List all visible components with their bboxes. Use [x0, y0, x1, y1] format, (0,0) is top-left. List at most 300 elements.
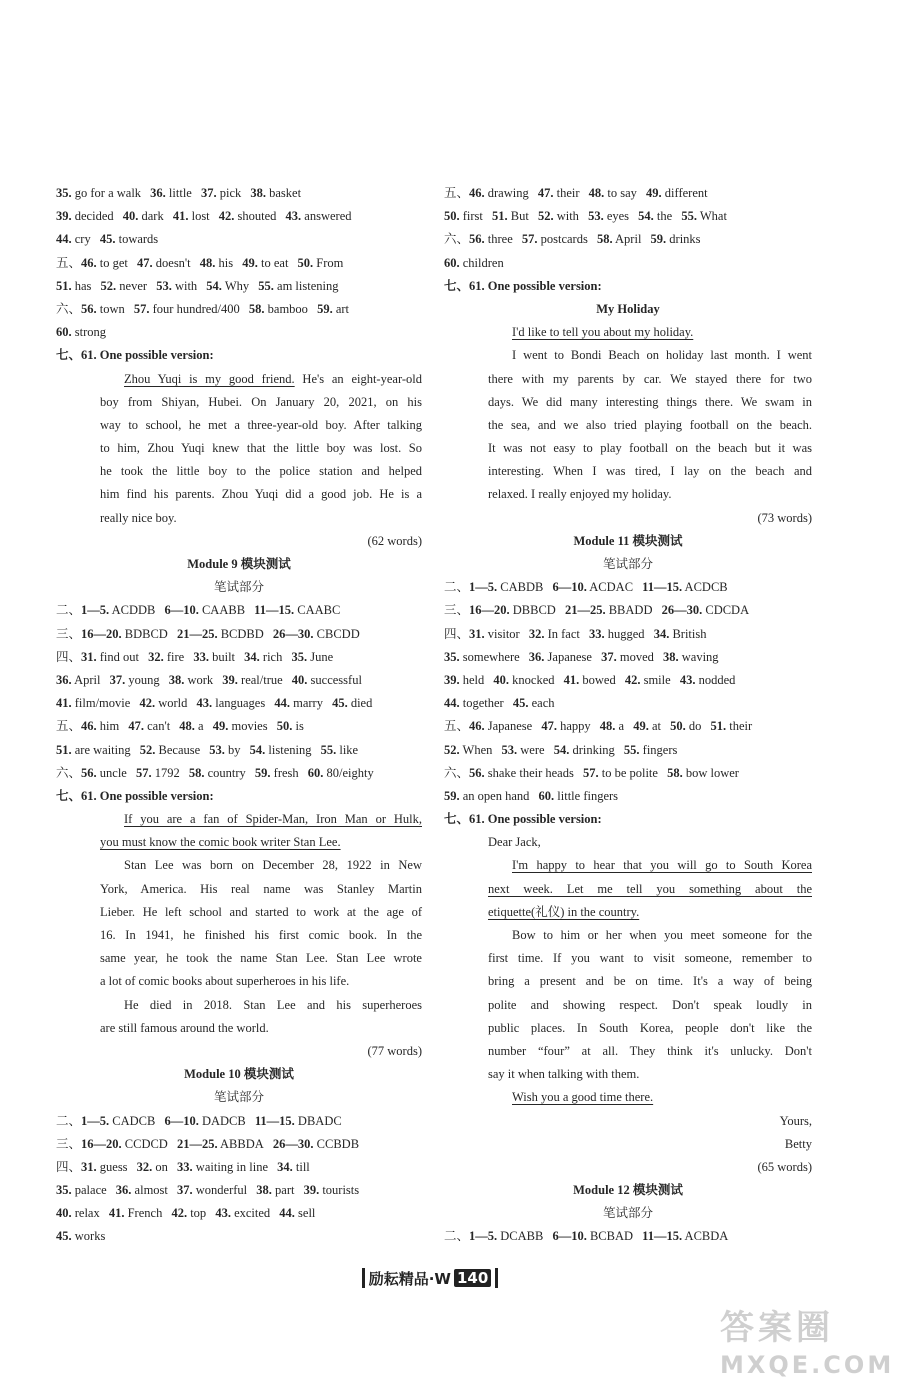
answer-text: tourists: [322, 1183, 360, 1198]
answer-item: [522, 228, 588, 251]
essay-text: York, America. His real name was Stanley Martin: [100, 881, 422, 896]
answer-item: [81, 1156, 128, 1179]
question-number: 52.: [537, 209, 554, 224]
question-number: 38.: [256, 1183, 272, 1198]
section-title: Module 12 模块测试: [573, 1183, 683, 1198]
answer-item: [681, 205, 727, 228]
question-number: 16—20.: [81, 626, 122, 641]
answer-text: by: [228, 742, 241, 757]
answer-text: BBADD: [608, 603, 653, 618]
answer-text: little: [168, 186, 192, 200]
answer-item: [213, 715, 268, 738]
underlined-text: you must know the comic book writer Stan Lee.: [100, 835, 341, 850]
answer-item: [564, 669, 616, 692]
answer-text: at: [651, 719, 661, 734]
answer-item: [56, 205, 114, 228]
answer-line: [56, 228, 422, 251]
answer-item: [662, 599, 750, 622]
answer-text: 1792: [154, 765, 180, 780]
question-number: 41.: [56, 696, 72, 711]
answer-item: [332, 692, 372, 715]
answer-item: [81, 298, 125, 321]
section-marker: 二、: [444, 580, 470, 595]
question-number: 11—15.: [642, 580, 683, 595]
answer-text: rich: [262, 649, 283, 664]
answer-item: [156, 275, 197, 298]
answer-text: languages: [215, 696, 266, 711]
answer-text: eyes: [606, 209, 630, 224]
essay-line: [56, 391, 422, 414]
answer-text: knocked: [512, 672, 555, 687]
answer-item: [502, 739, 545, 762]
answer-text: smile: [643, 672, 671, 687]
question-number: 43.: [285, 209, 302, 224]
answer-line: [56, 646, 422, 669]
answer-item: [81, 1110, 155, 1133]
answer-text: are waiting: [74, 742, 131, 757]
question-number: 47.: [537, 186, 554, 200]
answer-item: [529, 623, 580, 646]
answer-item: [109, 1202, 162, 1225]
section-marker: 三、: [444, 603, 470, 618]
essay-text: He died in 2018. Stan Lee and his superheroes: [124, 997, 422, 1012]
answer-item: [469, 599, 556, 622]
answer-item: [209, 739, 240, 762]
answer-item: [444, 669, 484, 692]
question-number: 45.: [99, 232, 116, 247]
essay-line: [56, 507, 422, 530]
essay-text: he took the little boy to the police station and helped: [100, 464, 422, 479]
answer-item: [538, 205, 579, 228]
answer-text: successful: [310, 672, 362, 687]
question-number: 51.: [492, 209, 508, 224]
essay-line: [444, 924, 812, 947]
section-marker: 四、: [56, 649, 82, 664]
answer-text: happy: [560, 719, 591, 734]
question-number: 49.: [646, 186, 662, 200]
footer-brand: 励耘精品·W: [368, 1269, 451, 1288]
essay-line: [444, 414, 812, 437]
answer-item: [177, 1156, 268, 1179]
answer-item: [633, 715, 661, 738]
essay-text: really nice boy.: [100, 510, 177, 525]
question-number: 37.: [601, 649, 617, 664]
essay-line: [444, 391, 812, 414]
question-number: 33.: [193, 649, 209, 664]
answer-text: decided: [74, 209, 114, 224]
answer-line: [56, 669, 422, 692]
answer-text: can't: [147, 719, 171, 734]
answer-item: [597, 228, 641, 251]
essay-line: [56, 994, 422, 1017]
essay-text: Bow to him or her when you meet someone for the: [512, 928, 812, 942]
question-number: 1—5.: [469, 1229, 498, 1244]
question-number: 55.: [258, 278, 274, 293]
answer-text: waving: [681, 649, 719, 664]
answer-item: [663, 646, 719, 669]
answer-item: [710, 715, 752, 738]
question-number: 34.: [244, 649, 260, 664]
answer-line: [444, 182, 812, 205]
question-number: 6—10.: [164, 603, 199, 618]
answer-text: basket: [269, 186, 302, 200]
question-number: 39.: [222, 672, 238, 687]
answer-text: CAABB: [201, 603, 246, 618]
question-number: 46.: [81, 719, 97, 734]
answer-item: [469, 623, 520, 646]
answer-text: works: [74, 1229, 106, 1244]
question-number: 26—30.: [661, 603, 703, 618]
question-number: 36.: [115, 1183, 132, 1198]
answer-item: [249, 298, 308, 321]
question-number: 41.: [172, 209, 189, 224]
answer-item: [56, 739, 131, 762]
question-number: 40.: [291, 672, 308, 687]
answer-text: postcards: [540, 232, 588, 247]
question-number: 44.: [444, 696, 460, 711]
answer-text: Japanese: [547, 649, 592, 664]
section-title: Module 11 模块测试: [573, 533, 683, 548]
question-number: 32.: [528, 626, 545, 641]
question-number: 56.: [469, 765, 485, 780]
answer-text: cry: [74, 232, 91, 247]
underlined-text: Zhou Yuqi is my good friend.: [124, 371, 295, 386]
answer-item: [624, 739, 677, 762]
answer-item: [110, 669, 160, 692]
right-aligned-text: Betty: [784, 1136, 812, 1151]
answer-item: [219, 205, 277, 228]
answer-item: [589, 623, 645, 646]
essay-line: [444, 321, 812, 344]
answer-item: [469, 715, 532, 738]
answer-line: [444, 205, 812, 228]
question-number: 43.: [215, 1206, 231, 1221]
answer-item: [137, 252, 191, 275]
essay-text: bring a present and be on time. It's a way of being: [488, 974, 812, 989]
essay-text: He's an eight-year-old: [294, 371, 422, 386]
answer-text: DADCB: [201, 1113, 246, 1128]
answer-item: [529, 646, 592, 669]
answer-text: CBCDD: [316, 626, 360, 641]
right-aligned-text: Yours,: [779, 1113, 812, 1128]
answer-item: [150, 182, 192, 205]
answer-text: were: [520, 742, 545, 757]
answer-item: [444, 205, 483, 228]
answer-line: [56, 1133, 422, 1156]
question-number: 34.: [653, 626, 670, 641]
answer-text: BCBAD: [589, 1229, 634, 1244]
answer-item: [56, 1179, 107, 1202]
question-number: 49.: [633, 719, 649, 734]
answer-text: bow lower: [685, 765, 739, 780]
answer-item: [177, 1179, 247, 1202]
question-number: 55.: [623, 742, 640, 757]
essay-line: [444, 460, 812, 483]
right-aligned-text: (77 words): [367, 1043, 422, 1058]
answer-item: [169, 669, 213, 692]
answer-text: died: [350, 696, 373, 711]
section-marker: 三、: [56, 626, 82, 641]
answer-item: [116, 1179, 168, 1202]
answer-text: ACBDA: [684, 1229, 729, 1244]
answer-item: [136, 762, 180, 785]
essay-text: boy from Shiyan, Hubei. On January 20, 2021, on his: [100, 394, 422, 409]
question-number: 52.: [139, 742, 156, 757]
question-number: 45.: [512, 696, 529, 711]
question-number: 37.: [200, 186, 217, 200]
answer-text: Why: [224, 278, 250, 293]
answer-item: [56, 692, 130, 715]
essay-text: It was not easy to play football on the beach but it was: [488, 441, 812, 456]
answer-text: Because: [158, 742, 201, 757]
question-number: 33.: [589, 626, 605, 641]
answer-item: [123, 205, 164, 228]
answer-text: fire: [166, 649, 185, 664]
essay-text: say it when talking with them.: [488, 1067, 640, 1082]
section-marker: 四、: [56, 1159, 82, 1174]
answer-item: [100, 228, 158, 251]
footer-bar-left: [362, 1268, 365, 1288]
section-marker: 二、: [56, 1113, 82, 1128]
question-number: 45.: [332, 696, 348, 711]
answer-text: ACDDB: [111, 603, 156, 618]
essay-text: days. We did many interesting things there. We swam in: [488, 394, 812, 409]
answer-item: [56, 275, 91, 298]
answer-item: [81, 252, 128, 275]
answer-text: film/movie: [74, 696, 131, 711]
question-number: 53.: [209, 742, 225, 757]
answer-text: listening: [268, 742, 312, 757]
essay-line: [444, 970, 812, 993]
answer-text: ABBDA: [220, 1136, 264, 1151]
section-subtitle: 笔试部分: [213, 1090, 264, 1105]
answer-line: [444, 599, 812, 622]
answer-item: [469, 182, 529, 205]
question-number: 59.: [444, 788, 460, 803]
question-number: 39.: [56, 209, 72, 224]
answer-line: [56, 692, 422, 715]
question-number: 39.: [303, 1183, 320, 1198]
answer-text: nodded: [698, 672, 736, 687]
answer-line: [444, 252, 812, 275]
answer-item: [469, 1225, 543, 1248]
section-marker: 二、: [56, 603, 82, 618]
question-number: 51.: [56, 742, 72, 757]
question-number: 55.: [320, 742, 337, 757]
question-number: 50.: [276, 719, 293, 734]
answer-item: [588, 205, 629, 228]
answer-item: [292, 669, 362, 692]
answer-item: [139, 692, 187, 715]
answer-line: [56, 321, 422, 344]
answer-text: visitor: [487, 626, 520, 641]
answer-text: CABDB: [500, 580, 544, 595]
right-aligned-text: (73 words): [757, 510, 812, 525]
essay-line: [444, 1017, 812, 1040]
answer-text: am listening: [277, 278, 339, 293]
essay-line: [444, 1040, 812, 1063]
question-number: 51.: [56, 278, 72, 293]
answer-item: [308, 762, 374, 785]
essay-text: number “four” at all. They think it's unlucky. Don't: [488, 1043, 812, 1058]
essay-line: [444, 878, 812, 901]
answer-line: [56, 762, 422, 785]
answer-item: [81, 715, 119, 738]
answer-text: built: [212, 649, 236, 664]
question-number: 43.: [196, 696, 213, 711]
answer-item: [565, 599, 653, 622]
question-number: 42.: [171, 1206, 188, 1221]
essay-line: [56, 483, 422, 506]
answer-item: [552, 1225, 633, 1248]
answer-text: almost: [134, 1183, 168, 1198]
answer-text: held: [462, 672, 485, 687]
answer-line: [56, 739, 422, 762]
answer-item: [444, 692, 504, 715]
answer-text: on: [155, 1159, 168, 1174]
answer-line: [56, 298, 422, 321]
question-number: 59.: [317, 301, 333, 316]
question-number: 48.: [179, 719, 195, 734]
answer-item: [670, 715, 701, 738]
section-marker: 五、: [444, 186, 470, 200]
section-subtitle: 笔试部分: [602, 1206, 653, 1221]
question-number: 57.: [135, 765, 152, 780]
answer-item: [583, 762, 658, 785]
writing-heading: 七、61. One possible version:: [56, 788, 214, 803]
answer-item: [513, 692, 555, 715]
answer-item: [148, 646, 184, 669]
question-number: 60.: [538, 788, 555, 803]
answer-item: [255, 1110, 342, 1133]
right-aligned-text: (62 words): [367, 533, 422, 548]
answer-item: [642, 576, 727, 599]
essay-line: [56, 437, 422, 460]
question-number: 40.: [56, 1206, 72, 1221]
question-number: 35.: [291, 649, 308, 664]
question-number: 11—15.: [254, 603, 295, 618]
essay-text: same year, he took the name Stan Lee. Stan Lee wrote: [100, 951, 422, 966]
essay-text: there with my parents by car. We stayed there for two: [488, 371, 812, 386]
question-number: 54.: [206, 278, 222, 293]
essay-line: [444, 1086, 812, 1109]
underlined-text: etiquette(礼仪) in the country.: [488, 904, 640, 919]
answer-item: [654, 623, 707, 646]
essay-text: 16. In 1941, he finished his first comic book. In the: [100, 928, 422, 942]
question-number: 40.: [493, 672, 510, 687]
answer-text: CDCDA: [705, 603, 750, 618]
question-number: 54.: [638, 209, 654, 224]
answer-line: [444, 785, 812, 808]
answer-text: is: [295, 719, 304, 734]
question-number: 49.: [212, 719, 229, 734]
answer-item: [601, 646, 654, 669]
answer-text: April: [74, 672, 101, 687]
answer-item: [177, 623, 264, 646]
question-number: 45.: [56, 1229, 72, 1244]
answer-item: [164, 1110, 245, 1133]
essay-line: [444, 344, 812, 367]
answer-item: [56, 228, 91, 251]
answer-item: [56, 1225, 105, 1248]
question-number: 34.: [277, 1159, 293, 1174]
essay-line: [56, 414, 422, 437]
answer-item: [680, 669, 736, 692]
answer-item: [317, 298, 349, 321]
answer-text: with: [556, 209, 579, 224]
answer-item: [134, 298, 240, 321]
question-number: 38.: [663, 649, 679, 664]
answer-text: lost: [191, 209, 210, 224]
answer-text: young: [128, 672, 160, 687]
essay-line: [56, 1017, 422, 1040]
answer-text: drawing: [487, 186, 529, 200]
question-number: 56.: [81, 301, 97, 316]
question-number: 55.: [681, 209, 697, 224]
answer-text: bamboo: [267, 301, 308, 316]
question-number: 38.: [168, 672, 185, 687]
essay-text: Stan Lee was born on December 28, 1922 in New: [124, 858, 422, 873]
watermark-line2: MXQE.COM: [720, 1351, 895, 1379]
answer-text: bowed: [582, 672, 616, 687]
essay-line: [56, 368, 422, 391]
answer-text: drinks: [669, 232, 701, 247]
essay-line: [444, 368, 812, 391]
answer-item: [250, 182, 301, 205]
question-number: 57.: [582, 765, 599, 780]
section-marker: 五、: [56, 719, 82, 734]
answer-item: [469, 576, 543, 599]
answer-item: [444, 646, 520, 669]
answer-item: [651, 228, 701, 251]
section-marker: 三、: [56, 1136, 82, 1151]
question-number: 50.: [670, 719, 686, 734]
question-number: 58.: [667, 765, 683, 780]
answer-text: CAABC: [297, 603, 341, 618]
answer-item: [177, 1133, 264, 1156]
answer-item: [81, 646, 139, 669]
question-number: 60.: [56, 325, 72, 340]
answer-text: work: [187, 672, 214, 687]
answer-text: shouted: [237, 209, 277, 224]
answer-text: shake their heads: [487, 765, 574, 780]
writing-heading: 七、61. One possible version:: [444, 812, 602, 827]
essay-line: [444, 901, 812, 924]
answer-item: [274, 692, 323, 715]
question-number: 47.: [128, 719, 144, 734]
right-aligned-text: (65 words): [757, 1159, 812, 1174]
underlined-text: If you are a fan of Spider-Man, Iron Man or Hulk,: [124, 812, 422, 827]
answer-item: [137, 1156, 168, 1179]
essay-line: [56, 460, 422, 483]
answer-item: [667, 762, 739, 785]
section-subtitle: 笔试部分: [213, 580, 264, 595]
answer-text: a: [198, 719, 204, 734]
question-number: 6—10.: [552, 1229, 587, 1244]
question-number: 36.: [528, 649, 545, 664]
question-number: 52.: [100, 278, 117, 293]
answer-text: hugged: [607, 626, 645, 641]
essay-text: to him, Zhou Yuqi knew that the little boy was lost. So: [100, 441, 422, 456]
answer-text: his: [218, 255, 234, 270]
answer-text: French: [127, 1206, 163, 1221]
essay-line: [444, 854, 812, 877]
question-number: 58.: [596, 232, 613, 247]
question-number: 54.: [249, 742, 266, 757]
question-number: 58.: [248, 301, 265, 316]
right-column: [444, 182, 812, 1249]
question-number: 60.: [444, 255, 460, 270]
